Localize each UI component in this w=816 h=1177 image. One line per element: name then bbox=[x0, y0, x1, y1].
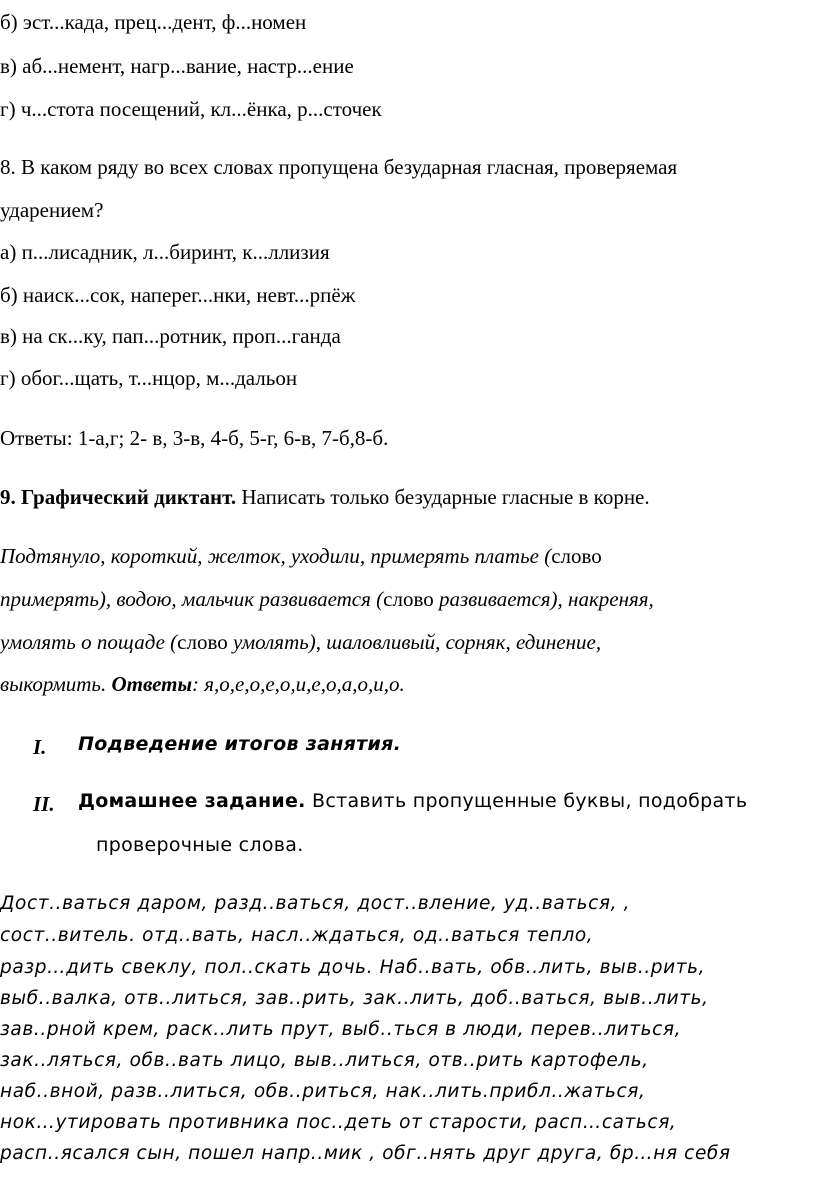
question-8-text-cont: ударением? bbox=[0, 198, 104, 222]
dictation-line-3 bbox=[0, 630, 601, 654]
section-1-title: Подведение итогов занятия. bbox=[78, 733, 402, 755]
question-9-title: 9. Графический диктант. bbox=[0, 485, 237, 509]
dictation-text: выкормить. bbox=[0, 672, 112, 696]
homework-line: разр…дить свеклу, пол..скать дочь. Наб..вать, обв..лить, выв..рить, bbox=[0, 957, 706, 978]
homework-line: выб..валка, отв..литься, зав..рить, зак..лить, доб..ваться, выв..лить, bbox=[0, 988, 709, 1009]
dictation-text: примерять), водою, мальчик развивается ( bbox=[0, 587, 384, 611]
option-line-v: в) аб...немент, нагр...вание, настр...ение bbox=[0, 54, 354, 78]
section-1-numeral: I. bbox=[33, 735, 47, 759]
question-8-option-g: г) обог...щать, т...нцор, м...дальон bbox=[0, 366, 298, 390]
homework-line: расп..ясался сын, пошел напр..мик , обг..нять друг друга, бр…ня себя bbox=[0, 1143, 731, 1164]
dictation-text: развивается), накреняя, bbox=[433, 587, 654, 611]
question-8-option-a: а) п...лисадник, л...биринт, к...ллизия bbox=[0, 240, 330, 264]
option-line-g: г) ч...стота посещений, кл...ёнка, р...сточек bbox=[0, 97, 382, 121]
homework-line: сост..витель. отд..вать, насл..ждаться, од..ваться тепло, bbox=[0, 925, 594, 946]
dictation-text: умолять о пощаде ( bbox=[0, 630, 178, 654]
dictation-text: умолять), шаловливый, сорняк, единение, bbox=[227, 630, 602, 654]
answers-line: Ответы: 1-а,г; 2- в, 3-в, 4-б, 5-г, 6-в, 7-б,8-б. bbox=[0, 426, 389, 450]
section-2-title: Домашнее задание. bbox=[78, 790, 306, 812]
dictation-word-label: слово bbox=[383, 587, 434, 611]
question-9-heading bbox=[0, 485, 650, 509]
dictation-word-label: слово bbox=[551, 544, 602, 568]
option-line-b: б) эст...када, прец...дент, ф...номен bbox=[0, 10, 307, 34]
dictation-answers-label: Ответы bbox=[111, 672, 193, 696]
dictation-text: Подтянуло, короткий, желток, уходили, примерять платье ( bbox=[0, 544, 552, 568]
section-2-text-cont: проверочные слова. bbox=[96, 834, 304, 856]
dictation-answers: : я,о,е,о,е,о,и,е,о,а,о,и,о. bbox=[192, 672, 405, 696]
section-2-heading bbox=[78, 790, 747, 812]
question-8-text: 8. В каком ряду во всех словах пропущена безударная гласная, проверяемая bbox=[0, 155, 678, 179]
homework-line: наб..вной, разв..литься, обв..риться, нак..лить.прибл..жаться, bbox=[0, 1081, 646, 1102]
section-2-numeral: II. bbox=[33, 792, 55, 816]
homework-line: зак..ляться, обв..вать лицо, выв..литься, отв..рить картофель, bbox=[0, 1050, 649, 1071]
homework-line: нок…утировать противника пос..деть от старости, расп…саться, bbox=[0, 1112, 677, 1133]
dictation-line-4 bbox=[0, 672, 405, 696]
question-9-instruction: Написать только безударные гласные в корне. bbox=[236, 485, 650, 509]
dictation-word-label: слово bbox=[177, 630, 228, 654]
question-8-option-b: б) наиск...сок, наперег...нки, невт...рпёж bbox=[0, 283, 356, 307]
dictation-line-2 bbox=[0, 587, 654, 611]
homework-line: зав..рной крем, раск..лить прут, выб..ться в люди, перев..литься, bbox=[0, 1019, 682, 1040]
dictation-line-1 bbox=[0, 544, 602, 568]
homework-line: Дост..ваться даром, разд..ваться, дост..вление, уд..ваться, , bbox=[0, 893, 631, 914]
question-8-option-v: в) на ск...ку, пап...ротник, проп...ганда bbox=[0, 324, 341, 348]
section-2-text: Вставить пропущенные буквы, подобрать bbox=[305, 790, 748, 812]
